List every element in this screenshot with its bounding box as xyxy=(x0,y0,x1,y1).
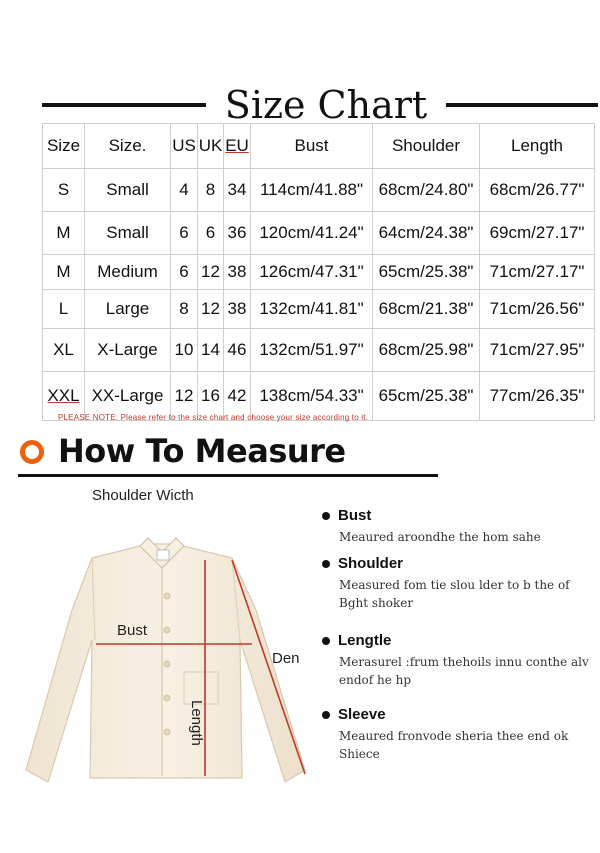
bullet-desc: Meaured aroondhe the hom sahe xyxy=(339,530,541,544)
size-table xyxy=(42,123,595,421)
table-cell: 16 xyxy=(198,372,224,421)
header-cell: EU xyxy=(224,124,251,169)
table-cell: S xyxy=(43,169,85,212)
table-cell: 77cm/26.35" xyxy=(480,372,595,421)
table-cell: 36 xyxy=(224,212,251,255)
table-cell: M xyxy=(43,255,85,290)
table-cell: 65cm/25.38" xyxy=(373,372,480,421)
table-cell: 34 xyxy=(224,169,251,212)
bullet-desc: Measured fom tie slou lder to b the of Bght shoker xyxy=(339,578,570,610)
table-row xyxy=(43,329,595,372)
table-cell: 114cm/41.88" xyxy=(251,169,373,212)
section-title: How To Measure xyxy=(58,432,346,470)
bullet-label: Sleeve xyxy=(338,706,386,723)
sleeve-label: Den xyxy=(272,650,300,667)
header-cell: Shoulder xyxy=(373,124,480,169)
table-row xyxy=(43,169,595,212)
table-cell: 12 xyxy=(171,372,198,421)
label-tag-icon xyxy=(157,550,169,560)
bullet-dot-icon xyxy=(322,711,330,719)
bullet-desc: Meaured fronvode sheria thee end ok Shiece xyxy=(339,729,569,761)
bullet-label: Lengtle xyxy=(338,632,392,649)
bullet-dot-icon xyxy=(322,560,330,568)
table-cell: 46 xyxy=(224,329,251,372)
header-cell: US xyxy=(171,124,198,169)
table-cell: 68cm/24.80" xyxy=(373,169,480,212)
bullet-label: Shoulder xyxy=(338,555,404,572)
table-cell: XX-Large xyxy=(85,372,171,421)
shirt-body xyxy=(26,538,305,782)
table-cell: 71cm/27.17" xyxy=(480,255,595,290)
shoulder-width-caption: Shoulder Wicth xyxy=(92,487,194,504)
bullet-bust xyxy=(322,507,592,546)
sleeve-line xyxy=(232,560,305,774)
table-row xyxy=(43,290,595,329)
table-cell: 69cm/27.17" xyxy=(480,212,595,255)
table-cell: 120cm/41.24" xyxy=(251,212,373,255)
page-title: Size Chart xyxy=(224,83,428,127)
table-cell: 71cm/26.56" xyxy=(480,290,595,329)
table-cell: 8 xyxy=(198,169,224,212)
bullet-shoulder xyxy=(322,555,592,612)
table-header-row xyxy=(43,124,595,169)
bullet-desc: Merasurel :frum thehoils innu conthe alv endof he hp xyxy=(339,655,589,687)
bullet-sleeve xyxy=(322,706,592,763)
table-cell: X-Large xyxy=(85,329,171,372)
title-rule-right xyxy=(446,103,598,107)
table-cell: Small xyxy=(85,212,171,255)
table-cell: 126cm/47.31" xyxy=(251,255,373,290)
table-cell: Small xyxy=(85,169,171,212)
table-cell: 71cm/27.95" xyxy=(480,329,595,372)
table-cell: 10 xyxy=(171,329,198,372)
table-cell: 6 xyxy=(171,212,198,255)
table-cell: 38 xyxy=(224,255,251,290)
table-cell: 12 xyxy=(198,290,224,329)
table-cell: XL xyxy=(43,329,85,372)
table-row xyxy=(43,212,595,255)
size-note: PLEASE NOTE: Please refer to the size chart and choose your size according to it. xyxy=(58,413,369,422)
length-label: Length xyxy=(188,700,205,746)
table-cell: 6 xyxy=(171,255,198,290)
table-cell: 12 xyxy=(198,255,224,290)
table-cell: 132cm/41.81" xyxy=(251,290,373,329)
header-cell: Size. xyxy=(85,124,171,169)
bullet-label: Bust xyxy=(338,507,372,524)
table-cell: Large xyxy=(85,290,171,329)
table-cell: 6 xyxy=(198,212,224,255)
bullet-length xyxy=(322,632,592,689)
section-rule xyxy=(18,474,438,477)
table-cell: 68cm/21.38" xyxy=(373,290,480,329)
table-cell: 65cm/25.38" xyxy=(373,255,480,290)
bullet-dot-icon xyxy=(322,512,330,520)
table-cell: 138cm/54.33" xyxy=(251,372,373,421)
table-cell: M xyxy=(43,212,85,255)
header-cell: Length xyxy=(480,124,595,169)
header-cell: UK xyxy=(198,124,224,169)
ring-icon xyxy=(20,440,44,464)
table-cell: 132cm/51.97" xyxy=(251,329,373,372)
table-cell: 8 xyxy=(171,290,198,329)
table-cell: L xyxy=(43,290,85,329)
table-cell: 4 xyxy=(171,169,198,212)
table-row xyxy=(43,255,595,290)
table-cell: 68cm/26.77" xyxy=(480,169,595,212)
table-cell: XXL xyxy=(43,372,85,421)
bust-label: Bust xyxy=(117,622,148,639)
header-cell: Bust xyxy=(251,124,373,169)
table-cell: 64cm/24.38" xyxy=(373,212,480,255)
table-cell: 42 xyxy=(224,372,251,421)
table-cell: 38 xyxy=(224,290,251,329)
bullet-dot-icon xyxy=(322,637,330,645)
title-rule-left xyxy=(42,103,206,107)
header-cell: Size xyxy=(43,124,85,169)
table-cell: 14 xyxy=(198,329,224,372)
table-cell: 68cm/25.98" xyxy=(373,329,480,372)
table-cell: Medium xyxy=(85,255,171,290)
